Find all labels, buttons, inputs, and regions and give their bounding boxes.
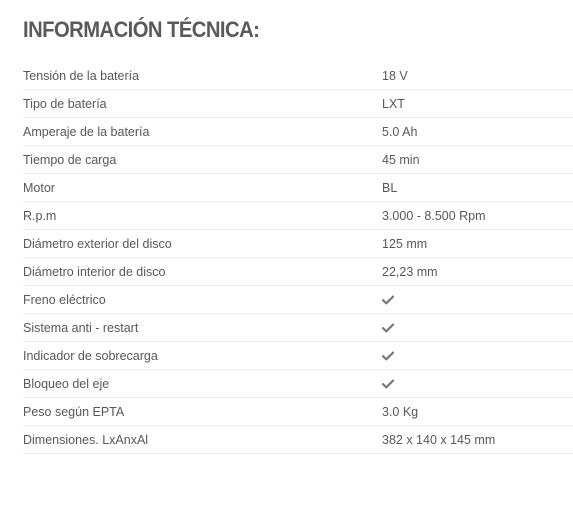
spec-value: 18 V <box>382 62 573 90</box>
spec-value: 125 mm <box>382 230 573 258</box>
spec-value: 382 x 140 x 145 mm <box>382 426 573 454</box>
spec-label: Sistema anti - restart <box>23 314 382 342</box>
spec-value <box>382 370 573 398</box>
spec-row <box>23 90 573 118</box>
spec-row <box>23 146 573 174</box>
check-icon <box>382 295 394 305</box>
spec-value: 3.0 Kg <box>382 398 573 426</box>
spec-row <box>23 426 573 454</box>
spec-row <box>23 62 573 90</box>
spec-row <box>23 230 573 258</box>
spec-value <box>382 286 573 314</box>
spec-row <box>23 314 573 342</box>
spec-label: Tensión de la batería <box>23 62 382 90</box>
spec-value <box>382 342 573 370</box>
spec-value: 45 min <box>382 146 573 174</box>
spec-row <box>23 258 573 286</box>
spec-row <box>23 286 573 314</box>
spec-value: 22,23 mm <box>382 258 573 286</box>
spec-label: Diámetro interior de disco <box>23 258 382 286</box>
spec-label: Diámetro exterior del disco <box>23 230 382 258</box>
check-icon <box>382 323 394 333</box>
spec-value: 5.0 Ah <box>382 118 573 146</box>
spec-label: Indicador de sobrecarga <box>23 342 382 370</box>
spec-table <box>23 62 573 454</box>
spec-row <box>23 118 573 146</box>
spec-row <box>23 174 573 202</box>
spec-label: Peso según EPTA <box>23 398 382 426</box>
check-icon <box>382 351 394 361</box>
spec-row <box>23 370 573 398</box>
spec-label: Amperaje de la batería <box>23 118 382 146</box>
spec-label: Bloqueo del eje <box>23 370 382 398</box>
spec-label: Tipo de batería <box>23 90 382 118</box>
spec-value: 3.000 - 8.500 Rpm <box>382 202 573 230</box>
spec-value <box>382 314 573 342</box>
spec-row <box>23 398 573 426</box>
spec-value: BL <box>382 174 573 202</box>
spec-value: LXT <box>382 90 573 118</box>
check-icon <box>382 379 394 389</box>
spec-label: Freno eléctrico <box>23 286 382 314</box>
spec-label: R.p.m <box>23 202 382 230</box>
spec-row <box>23 202 573 230</box>
spec-table-body <box>23 62 573 454</box>
spec-row <box>23 342 573 370</box>
spec-label: Tiempo de carga <box>23 146 382 174</box>
section-title: INFORMACIÓN TÉCNICA: <box>23 17 260 42</box>
spec-label: Dimensiones. LxAnxAl <box>23 426 382 454</box>
spec-label: Motor <box>23 174 382 202</box>
